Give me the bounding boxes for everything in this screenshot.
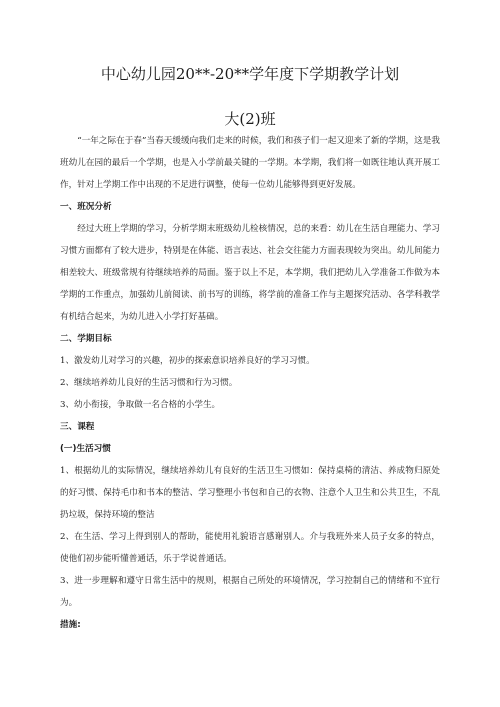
document-body [60, 130, 440, 636]
habit-item: 3、进一步理解和遵守日常生活中的规则，根据自己所处的环境情况，学习控制自己的情绪和不宜行为。 [60, 576, 440, 608]
document-title: 中心幼儿园20**-20**学年度下学期教学计划 [100, 65, 400, 83]
goal-item: 2、继续培养幼儿良好的生活习惯和行为习惯。 [60, 378, 238, 388]
habit-item: 1、根据幼儿的实际情况，继续培养幼儿有良好的生活卫生习惯如：保持桌椅的清洁、养成物归原处的好习惯、保持毛巾和书本的整洁、学习整理小书包和自己的衣物、注意个人卫生和公共卫生，不乱扔垃圾，保持环境的整洁 [60, 466, 440, 520]
section-heading-curriculum: 三、课程 [60, 422, 95, 432]
subsection-heading-living-habits: (一)生活习惯 [60, 444, 111, 454]
class-subtitle: 大(2)班 [224, 110, 276, 128]
section-heading-semester-goals: 二、学期目标 [60, 334, 112, 344]
measures-heading: 措施: [60, 620, 81, 630]
goal-item: 3、幼小衔接，争取做一名合格的小学生。 [60, 400, 221, 410]
section-heading-class-analysis: 一、班况分析 [60, 202, 112, 212]
habit-item: 2、在生活、学习上得到别人的帮助，能使用礼貌语言感谢别人。介与我班外来人员子女多的特点，使他们初步能听懂普通话，乐于学说普通话。 [60, 532, 440, 564]
intro-paragraph: “一年之际在于春”当春天缓缓向我们走来的时候，我们和孩子们一起又迎来了新的学期，这是我班幼儿在园的最后一个学期，也是入小学前最关键的一学期。本学期，我们将一如既往地认真开展工作，针对上学期工作中出现的不足进行调整，使每一位幼儿能够得到更好发展。 [60, 136, 440, 190]
goal-item: 1、激发幼儿对学习的兴趣，初步的探索意识培养良好的学习习惯。 [60, 356, 315, 366]
class-analysis-paragraph: 经过大班上学期的学习，分析学期末班级幼儿检核情况，总的来看：幼儿在生活自理能力、学习习惯方面都有了较大进步，特别是在体能、语言表达、社会交往能力方面表现较为突出。幼儿间能力相差较大、班级常规有待继续培养的局面。鉴于以上不足，本学期，我们把幼儿入学准备工作做为本学期的工作重点，加强幼儿前阅读、前书写的训练，将学前的准备工作与主题探究活动、各学科教学有机结合起来，为幼儿进入小学打好基础。 [60, 224, 440, 322]
